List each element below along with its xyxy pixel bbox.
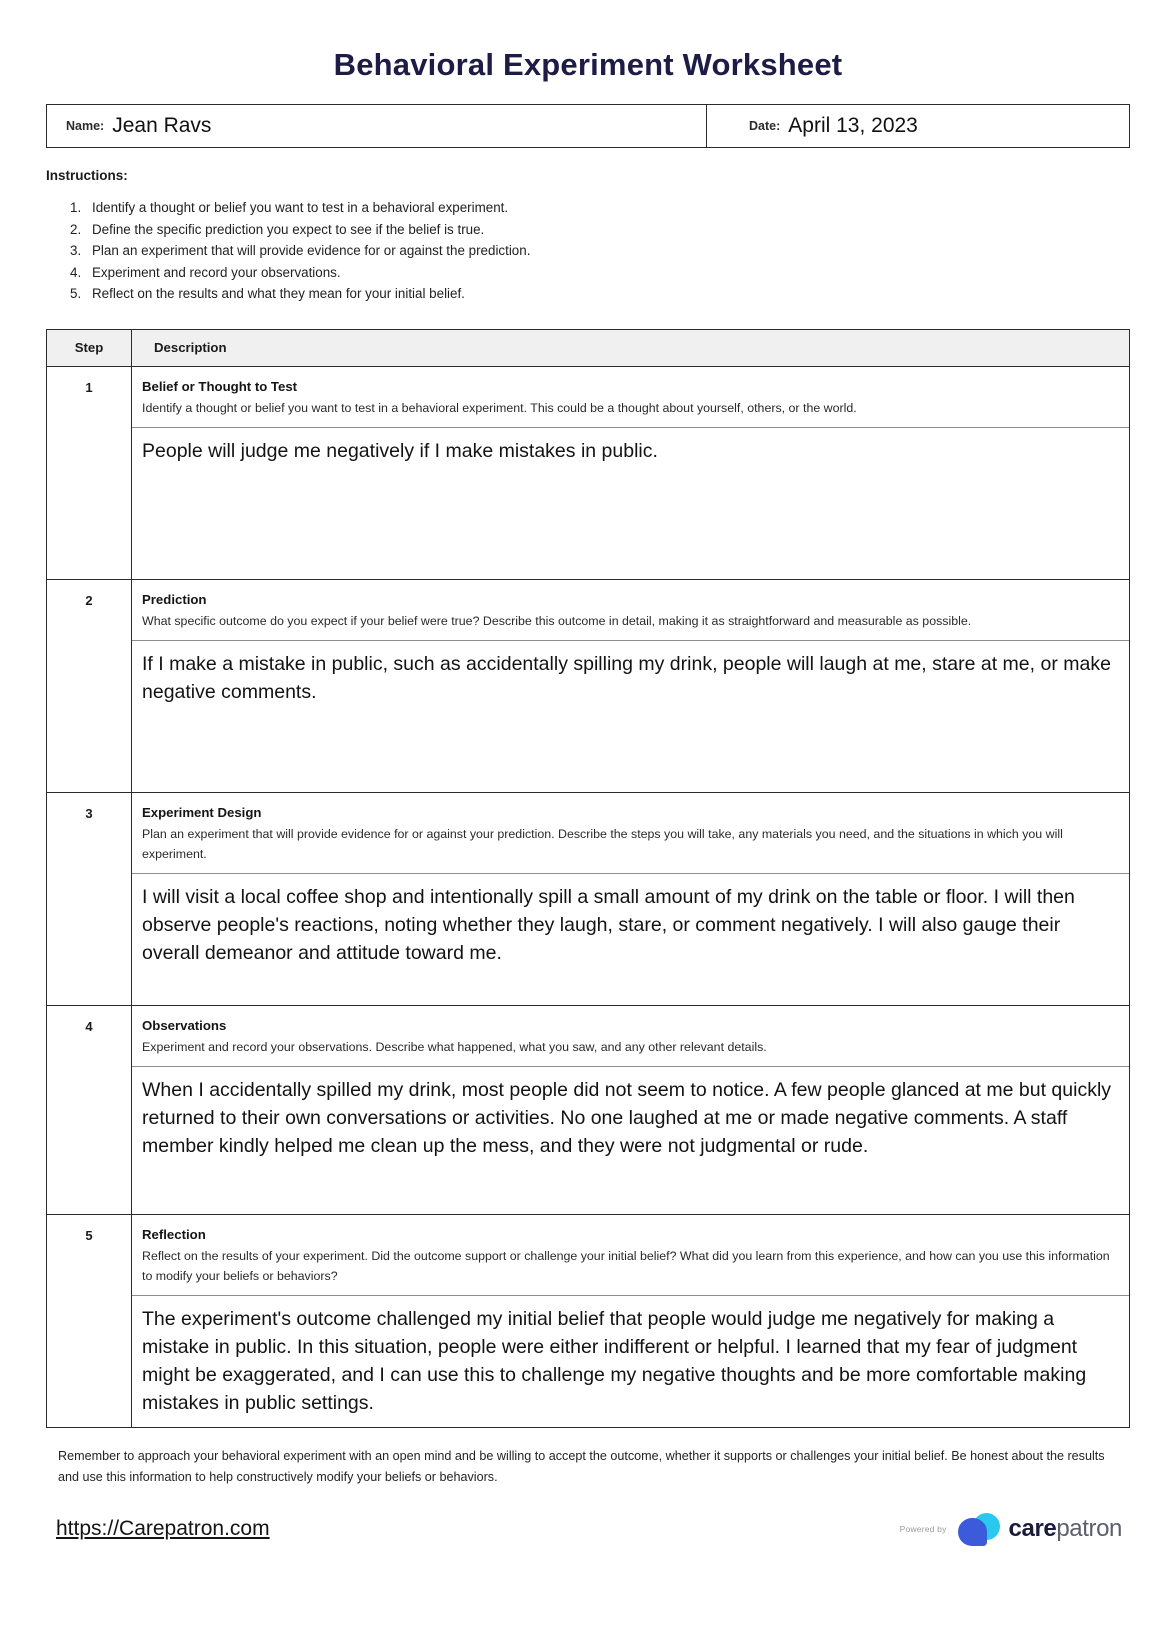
table-row (47, 580, 1129, 793)
row-step-number: 2 (47, 580, 132, 792)
row-prompt (132, 367, 1129, 428)
row-content (132, 367, 1129, 579)
wordmark-patron: patron (1056, 1514, 1122, 1542)
logo-blob-front (958, 1518, 987, 1546)
name-label: Name: (66, 119, 105, 134)
instruction-item: Identify a thought or belief you want to test in a behavioral experiment. (92, 200, 509, 216)
name-field[interactable] (47, 105, 707, 147)
row-step-number: 1 (47, 367, 132, 579)
identity-bar (46, 104, 1130, 148)
row-content (132, 1006, 1129, 1214)
date-value: April 13, 2023 (788, 114, 918, 138)
row-prompt-text: What specific outcome do you expect if your belief were true? Describe this outcome in detail, making it as straightforward and measurable as possible. (142, 613, 972, 628)
table-header-row (47, 330, 1129, 367)
row-step-number: 3 (47, 793, 132, 1005)
powered-by-label: Powered by (899, 1523, 947, 1534)
carepatron-logo-icon (958, 1512, 1000, 1546)
carepatron-url-link[interactable]: https://Carepatron.com (56, 1516, 270, 1540)
instruction-item: Experiment and record your observations. (92, 264, 341, 280)
row-content (132, 580, 1129, 792)
row-step-number: 4 (47, 1006, 132, 1214)
instruction-item: Define the specific prediction you expect to see if the belief is true. (92, 221, 485, 237)
brand-lockup (900, 1512, 1122, 1546)
wordmark-care: care (1008, 1514, 1057, 1542)
row-answer-field[interactable]: People will judge me negatively if I make mistakes in public. (142, 439, 658, 462)
table-row (47, 367, 1129, 580)
header-description: Description (154, 340, 227, 356)
row-prompt (132, 1006, 1129, 1067)
row-answer-field[interactable]: The experiment's outcome challenged my initial belief that people would judge me negatively for making a mistake in public. In this situation, people were either indifferent or helpful. I learned that my fear of judgment might be exaggerated, and I can use this to challenge my negative thoughts and be more comfortable making mistakes in public settings. (142, 1307, 1087, 1414)
date-field[interactable] (707, 105, 1129, 147)
row-prompt (132, 1215, 1129, 1296)
row-step-number: 5 (47, 1215, 132, 1427)
row-prompt-text: Experiment and record your observations. Describe what happened, what you saw, and any other relevant details. (142, 1039, 767, 1054)
name-value: Jean Ravs (112, 114, 212, 138)
row-prompt-title: Reflection (142, 1226, 206, 1242)
instruction-item: Plan an experiment that will provide evidence for or against the prediction. (92, 243, 531, 259)
instruction-item: Reflect on the results and what they mean for your initial belief. (92, 286, 465, 302)
row-prompt (132, 793, 1129, 874)
page-title: Behavioral Experiment Worksheet (333, 47, 843, 82)
row-prompt-text: Reflect on the results of your experiment. Did the outcome support or challenge your initial belief? What did you learn from this experience, and how can you use this information to modify your beliefs or behaviors? (142, 1248, 1110, 1283)
instructions-heading: Instructions: (46, 168, 128, 184)
header-step: Step (47, 330, 132, 366)
table-row (47, 793, 1129, 1006)
row-prompt-title: Observations (142, 1017, 227, 1033)
row-prompt-title: Experiment Design (142, 804, 262, 820)
footer-bar (46, 1512, 1130, 1546)
row-answer-field[interactable]: I will visit a local coffee shop and intentionally spill a small amount of my drink on the table or floor. I will then observe people's reactions, noting whether they laugh, stare, or comment negatively. I will also gauge their overall demeanor and attitude toward me. (142, 885, 1075, 964)
footer-note: Remember to approach your behavioral experiment with an open mind and be willing to accept the outcome, whether it supports or challenges your initial belief. Be honest about the results and use this information to help constructively modify your beliefs or behaviors. (58, 1448, 1105, 1484)
row-content (132, 793, 1129, 1005)
table-row (47, 1006, 1129, 1215)
row-prompt-title: Belief or Thought to Test (142, 378, 298, 394)
worksheet-table (46, 329, 1130, 1428)
carepatron-wordmark (1008, 1514, 1122, 1542)
row-prompt-text: Identify a thought or belief you want to test in a behavioral experiment. This could be a thought about yourself, others, or the world. (142, 400, 857, 415)
row-answer-field[interactable]: If I make a mistake in public, such as accidentally spilling my drink, people will laugh at me, stare at me, or make negative comments. (142, 652, 1111, 703)
instructions-list (46, 197, 1130, 305)
date-label: Date: (749, 119, 781, 134)
row-answer-field[interactable]: When I accidentally spilled my drink, most people did not seem to notice. A few people glanced at me but quickly returned to their own conversations or activities. No one laughed at me or made negative comments. A staff member kindly helped me clean up the mess, and they were not judgmental or rude. (142, 1078, 1112, 1157)
row-prompt (132, 580, 1129, 641)
row-prompt-text: Plan an experiment that will provide evidence for or against your prediction. Describe the steps you will take, any materials you need, and the situations in which you will experiment. (142, 826, 1063, 861)
row-content (132, 1215, 1129, 1427)
table-row (47, 1215, 1129, 1427)
row-prompt-title: Prediction (142, 591, 207, 607)
